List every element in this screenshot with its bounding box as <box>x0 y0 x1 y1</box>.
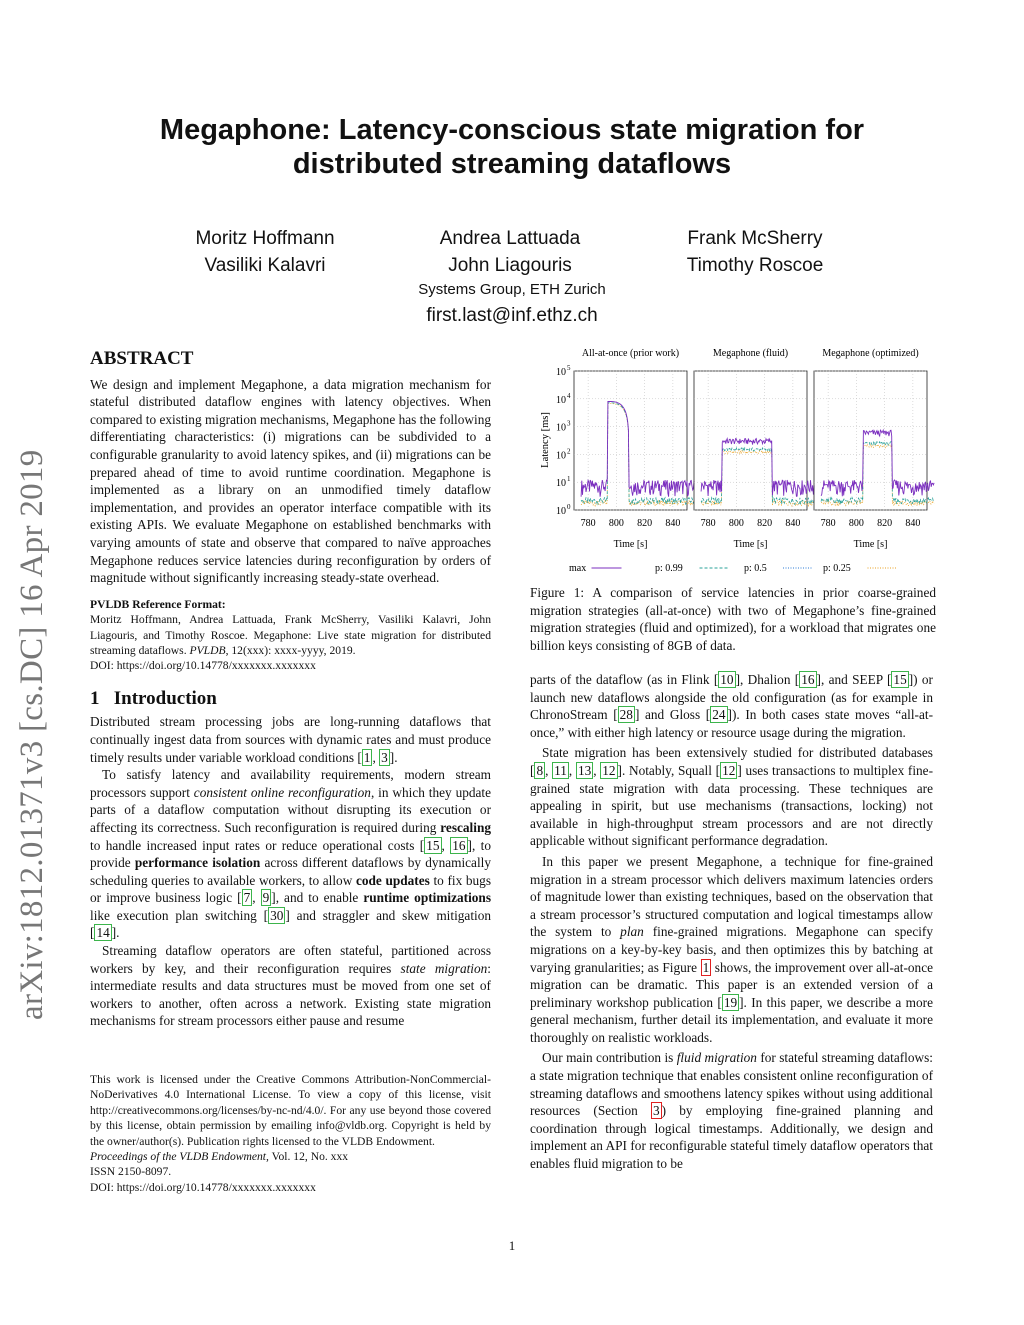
y-tick-exponent: 1 <box>567 475 571 484</box>
abstract-text: We design and implement Megaphone, a data migration mechanism for stateful distributed dataflow engines with latency objectives. When compared to existing migration mechanisms, Megaphone has the following differentiating characteristics: (i) migrations can be subdivided to a configurable granularity to avoid latency spikes, and (ii) migrations can be prepared ahead of time to avoid runtime coordination. Megaphone is implemented as a library on an unmodified timely dataflow implementation, and provides an operator interface compatible with its existing APIs. We evaluate Megaphone on established benchmarks with varying amounts of state and observe that compared to naïve approaches Megaphone reduces service latencies during reconfiguration by orders of magnitude without significantly increasing steady-state overhead. <box>90 376 491 586</box>
caption-text: A comparison of service latencies in prior coarse-grained migration strategies (all-at-once) with two of Megaphone’s fine-grained migration strategies (fluid and optimized), for a workload that migrates one billion keys consisting of 8GB of data. <box>530 585 937 653</box>
y-tick-label: 10 <box>556 367 566 378</box>
license-doi: DOI: https://doi.org/10.14778/xxxxxxx.xxxxxxx <box>90 1180 316 1194</box>
legend-label: max <box>569 563 587 574</box>
y-tick-label: 10 <box>556 450 566 462</box>
figure-1-chart <box>533 345 935 581</box>
x-axis-label: Time [s] <box>853 539 888 550</box>
series-max-line <box>821 430 934 496</box>
x-tick-label: 800 <box>848 518 864 529</box>
pvldb-citation <box>90 612 491 658</box>
panel-title: All-at-once (prior work) <box>581 348 680 359</box>
x-tick-label: 780 <box>700 518 716 529</box>
x-tick-label: 800 <box>728 518 744 529</box>
right-paragraph-3: In this paper we present Megaphone, a technique for fine-grained migration in a stream processor which delivers maximum latencies orders of magnitude lower than existing techniques, based on the observation that a stream processor’s structured computation and logical timestamps allow the system to plan fine-grained migrations. Megaphone can specify migrations on a key-by-key basis, and then optimizes this by batching at varying granularities; as Figure 1 shows, the improvement over all-at-once migration can be dramatic. This paper is an extended version of a preliminary workshop publication [ 19 ]. In this paper, we describe a more general mechanism, further detail its implementation, and evaluate it more thoroughly on realistic workloads. <box>530 853 933 1045</box>
series-p25-line <box>701 451 814 506</box>
pvldb-heading: PVLDB Reference Format: <box>90 597 226 611</box>
pvldb-volume: , 12(xxx): xxxx-yyyy, 2019. <box>225 643 356 657</box>
figure-link[interactable]: 1 <box>702 959 710 975</box>
series-p25-line <box>821 445 934 506</box>
author-name: Andrea Lattuada <box>439 228 581 249</box>
citation-link[interactable]: 16 <box>801 672 815 687</box>
citation-link[interactable]: 3 <box>381 749 388 765</box>
y-tick-label: 10 <box>556 506 566 517</box>
y-axis-label: Latency [ms] <box>540 412 551 468</box>
section-title: Introduction <box>113 687 217 709</box>
y-tick-exponent: 2 <box>567 447 571 456</box>
left-column <box>90 350 491 1030</box>
x-tick-label: 800 <box>608 518 624 529</box>
figure-1-caption <box>530 584 936 654</box>
citation-link[interactable]: 9 <box>262 890 270 906</box>
x-tick-label: 840 <box>785 518 801 529</box>
citation-link[interactable]: 19 <box>723 994 738 1010</box>
right-paragraph-1: parts of the dataflow (as in Flink [ 10 ], Dhalion [ 16 ], and SEEP [ 15 ]) or launch new dataflows alongside the old configuration (as for example in ChronoStream [ 28 ] and Gloss [ 24 ]). In both cases state moves “all-at-once,” with either high latency or resource usage during the migration. <box>530 672 934 740</box>
title-line-2: distributed streaming dataflows <box>292 148 732 180</box>
intro-paragraph-1: Distributed stream processing jobs are long-running dataflows that continually ingest data from sources with dynamic rates and must produce timely results under variable workload conditions [ 1 , 3 ]. <box>90 714 491 765</box>
x-tick-label: 820 <box>757 518 773 529</box>
series-p99-line <box>821 442 934 505</box>
y-tick-exponent: 4 <box>567 391 571 400</box>
section-link[interactable]: 3 <box>652 1103 660 1119</box>
citation-link[interactable]: 15 <box>893 672 907 687</box>
x-tick-label: 840 <box>905 518 921 529</box>
title-line-1: Megaphone: Latency-conscious state migration for <box>159 114 865 146</box>
author-name: Frank McSherry <box>687 228 823 249</box>
x-tick-label: 820 <box>877 518 893 529</box>
citation-link[interactable]: 30 <box>270 907 284 923</box>
intro-paragraph-2: To satisfy latency and availability requirements, modern stream processors support consistent online reconfiguration, in which they update parts of a dataflow computation without disrupting its execution or affecting its correctness. Such reconfiguration is required during rescaling to handle increased input rates or reduce operational costs [ 15 , 16 ], to provide performance isolation across different dataflows by dynamically scheduling queries to available workers, to allow code updates to fix bugs or improve business logic [ 7 , 9 ], and to enable runtime optimizations like execution plan switching [ 30 ] and straggler and skew mitigation [ 14 ]. <box>90 767 492 941</box>
author-name: Timothy Roscoe <box>686 255 824 276</box>
citation-link[interactable]: 24 <box>712 707 726 723</box>
y-tick-label: 10 <box>556 478 566 490</box>
legend-label: p: 0.99 <box>655 563 683 574</box>
citation-link[interactable]: 8 <box>536 762 544 778</box>
x-tick-label: 780 <box>580 518 596 529</box>
issn: ISSN 2150-8097. <box>90 1165 172 1179</box>
series-max-line <box>701 439 814 497</box>
paper-title <box>0 113 1024 181</box>
citation-link[interactable]: 15 <box>426 837 440 853</box>
abstract-heading: ABSTRACT <box>90 348 194 369</box>
affiliation: Systems Group, ETH Zurich <box>418 281 606 298</box>
right-paragraph-4: Our main contribution is fluid migration for stateful streaming dataflows: a state migration technique that enables consistent online reconfiguration of streaming dataflows and smoothens latency spikes without using additional resources (Section 3 ) by employing fine-grained planning and coordination through logical timestamps. Additionally, we design and implement an API for reconfigurable stateful timely dataflow operators that enables fluid migration to be <box>530 1050 933 1172</box>
y-tick-label: 10 <box>556 394 566 406</box>
intro-heading <box>90 687 491 709</box>
panel-title: Megaphone (optimized) <box>822 348 919 359</box>
author-column-1 <box>155 225 375 279</box>
y-tick-exponent: 0 <box>567 503 571 511</box>
x-axis-label: Time [s] <box>613 539 648 550</box>
proceedings: Proceedings of the VLDB Endowment, Vol. 12, No. xxx <box>90 1150 349 1164</box>
pvldb-block <box>90 597 491 674</box>
citation-link[interactable]: 16 <box>452 837 466 853</box>
citation-link[interactable]: 11 <box>554 762 567 778</box>
author-name: Moritz Hoffmann <box>195 228 335 249</box>
panel-title: Megaphone (fluid) <box>712 348 789 359</box>
legend-label: p: 0.25 <box>823 563 851 574</box>
x-tick-label: 820 <box>637 518 653 529</box>
citation-link[interactable]: 10 <box>720 672 734 687</box>
y-tick-exponent: 3 <box>567 419 571 428</box>
author-column-3 <box>645 225 865 279</box>
license-text: This work is licensed under the Creative Commons Attribution-NonCommercial-NoDerivatives 4.0 International License. To view a copy of this license, visit http://creativecommons.org/licenses/by-nc-nd/4.0/. For any use beyond those covered by this license, obtain permission by emailing info@vldb.org. Copyright is held by the owner/author(s). Publication rights licensed to the VLDB Endowment. <box>90 1073 491 1148</box>
pvldb-authors: Moritz Hoffmann, Andrea Lattuada, Frank McSherry, Vasiliki Kalavri, John Liagouris, and Timothy Roscoe. Megaphone: Live state migration for distributed streaming dataflows. <box>90 613 491 657</box>
citation-link[interactable]: 12 <box>602 762 616 778</box>
citation-link[interactable]: 14 <box>96 925 110 941</box>
legend-label: p: 0.5 <box>744 563 767 574</box>
page-number: 1 <box>508 1238 516 1253</box>
author-name: John Liagouris <box>448 255 572 276</box>
author-name: Vasiliki Kalavri <box>204 255 326 276</box>
y-tick-label: 10 <box>556 422 566 434</box>
x-axis-label: Time [s] <box>733 539 768 550</box>
intro-paragraph-3: Streaming dataflow operators are often stateful, partitioned across workers by key, and their reconfiguration requires state migration: intermediate results and data structures must be moved from one set of workers to another, often across a network. Existing state migration mechanisms for stream processors either pause and resume <box>90 943 491 1029</box>
citation-link[interactable]: 1 <box>363 749 371 765</box>
arxiv-stamp: arXiv:1812.01371v3 [cs.DC] 16 Apr 2019 <box>14 449 50 1020</box>
y-tick-exponent: 5 <box>567 364 571 372</box>
email: first.last@inf.ethz.ch <box>426 305 598 326</box>
license-footnote <box>90 1072 491 1195</box>
figure-label: Figure 1: <box>530 585 585 600</box>
author-column-2 <box>400 225 620 279</box>
panel-frame <box>814 371 927 510</box>
citation-link[interactable]: 12 <box>722 762 736 778</box>
right-paragraph-2: State migration has been extensively studied for distributed databases [ 8 , 11 , 13 , 12 ]. Notably, Squall [ 12 ] uses transactions to multiplex fine-grained state migration with data processing. These techniques are appealing in spirit, but use mechanisms (transactions, locking) not available in high-throughput stream processors and are not directly applicable without significant performance degradation. <box>530 745 934 849</box>
x-tick-label: 840 <box>665 518 681 529</box>
pvldb-doi: DOI: https://doi.org/10.14778/xxxxxxx.xxxxxxx <box>90 659 316 673</box>
x-tick-label: 780 <box>820 518 836 529</box>
citation-link[interactable]: 7 <box>243 890 251 906</box>
pvldb-venue: PVLDB <box>189 643 226 657</box>
section-number: 1 <box>90 687 100 709</box>
right-column <box>530 671 933 1173</box>
citation-link[interactable]: 28 <box>619 707 633 723</box>
citation-link[interactable]: 13 <box>577 762 592 778</box>
